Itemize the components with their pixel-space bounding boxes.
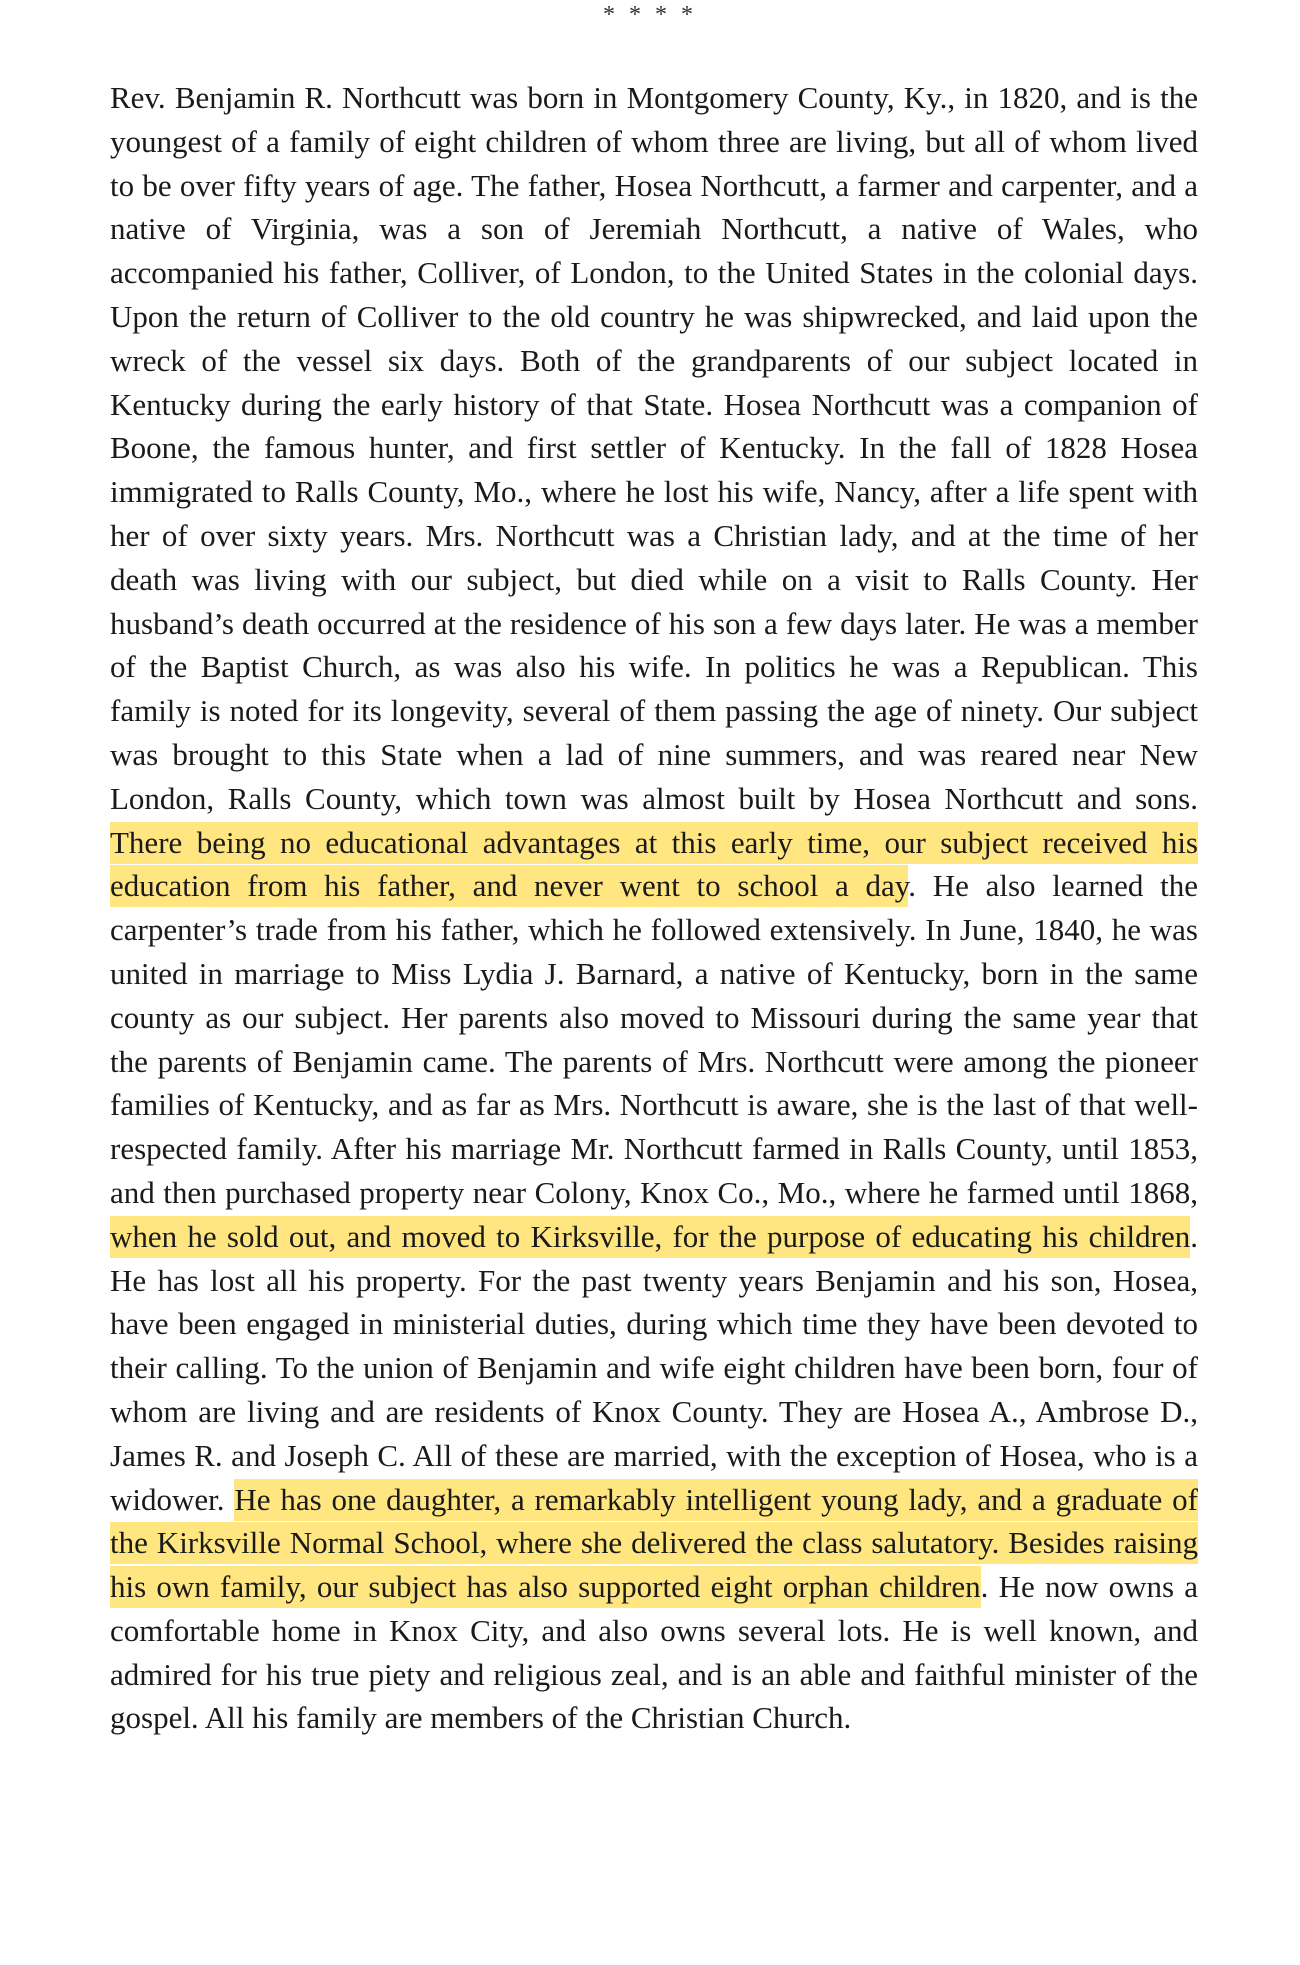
- highlighted-text-segment: when he sold out, and moved to Kirksville, for the purpose of educating his children: [110, 1216, 1190, 1258]
- highlighted-text-segment: He has one daughter, a remarkably intelligent young lady, and a graduate of the Kirksville Normal School, where she delivered the class salutatory. Besides raising his own family, our subject has also supported eight orphan children: [110, 1479, 1198, 1609]
- text-segment: Rev. Benjamin R. Northcutt was born in Montgomery County, Ky., in 1820, and is the youngest of a family of eight children of whom three are living, but all of whom lived to be over fifty years of age. The father, Hosea Northcutt, a farmer and carpenter, and a native of Virginia, was a son of Jeremiah Northcutt, a native of Wales, who accompanied his father, Colliver, of London, to the United States in the colonial days. Upon the return of Colliver to the old country he was shipwrecked, and laid upon the wreck of the vessel six days. Both of the grandparents of our subject located in Kentucky during the early history of that State. Hosea Northcutt was a companion of Boone, the famous hunter, and first settler of Kentucky. In the fall of 1828 Hosea immigrated to Ralls County, Mo., where he lost his wife, Nancy, after a life spent with her of over sixty years. Mrs. Northcutt was a Christian lady, and at the time of her death was living with our subject, but died while on a visit to Ralls County. Her husband’s death occurred at the residence of his son a few days later. He was a member of the Baptist Church, as was also his wife. In politics he was a Republican. This family is noted for its longevity, several of them passing the age of ninety. Our subject was brought to this State when a lad of nine summers, and was reared near New London, Ralls County, which town was almost built by Hosea Northcutt and sons.: [110, 80, 1198, 816]
- biography-paragraph: [110, 76, 1198, 1740]
- highlighted-text-segment: There being no educational advantages at this early time, our subject received his education from his father, and never went to school a day: [110, 822, 1198, 908]
- text-segment: . He also learned the carpenter’s trade from his father, which he followed extensively. In June, 1840, he was united in marriage to Miss Lydia J. Barnard, a native of Kentucky, born in the same county as our subject. Her parents also moved to Missouri during the same year that the parents of Benjamin came. The parents of Mrs. Northcutt were among the pioneer families of Kentucky, and as far as Mrs. Northcutt is aware, she is the last of that well-respected family. After his marriage Mr. Northcutt farmed in Ralls County, until 1853, and then purchased property near Colony, Knox Co., Mo., where he farmed until 1868,: [110, 868, 1199, 1210]
- text-segment: . He now owns a comfortable home in Knox City, and also owns several lots. He is well known, and admired for his true piety and religious zeal, and is an able and faithful minister of the gospel. All his family are members of the Christian Church.: [110, 1569, 1198, 1736]
- text-segment: . He has lost all his property. For the past twenty years Benjamin and his son, Hosea, have been engaged in ministerial duties, during which time they have been devoted to their calling. To the union of Benjamin and wife eight children have been born, four of whom are living and are residents of Knox County. They are Hosea A., Ambrose D., James R. and Joseph C. All of these are married, with the exception of Hosea, who is a widower.: [110, 1218, 1198, 1517]
- section-separator: * * * *: [603, 2, 697, 28]
